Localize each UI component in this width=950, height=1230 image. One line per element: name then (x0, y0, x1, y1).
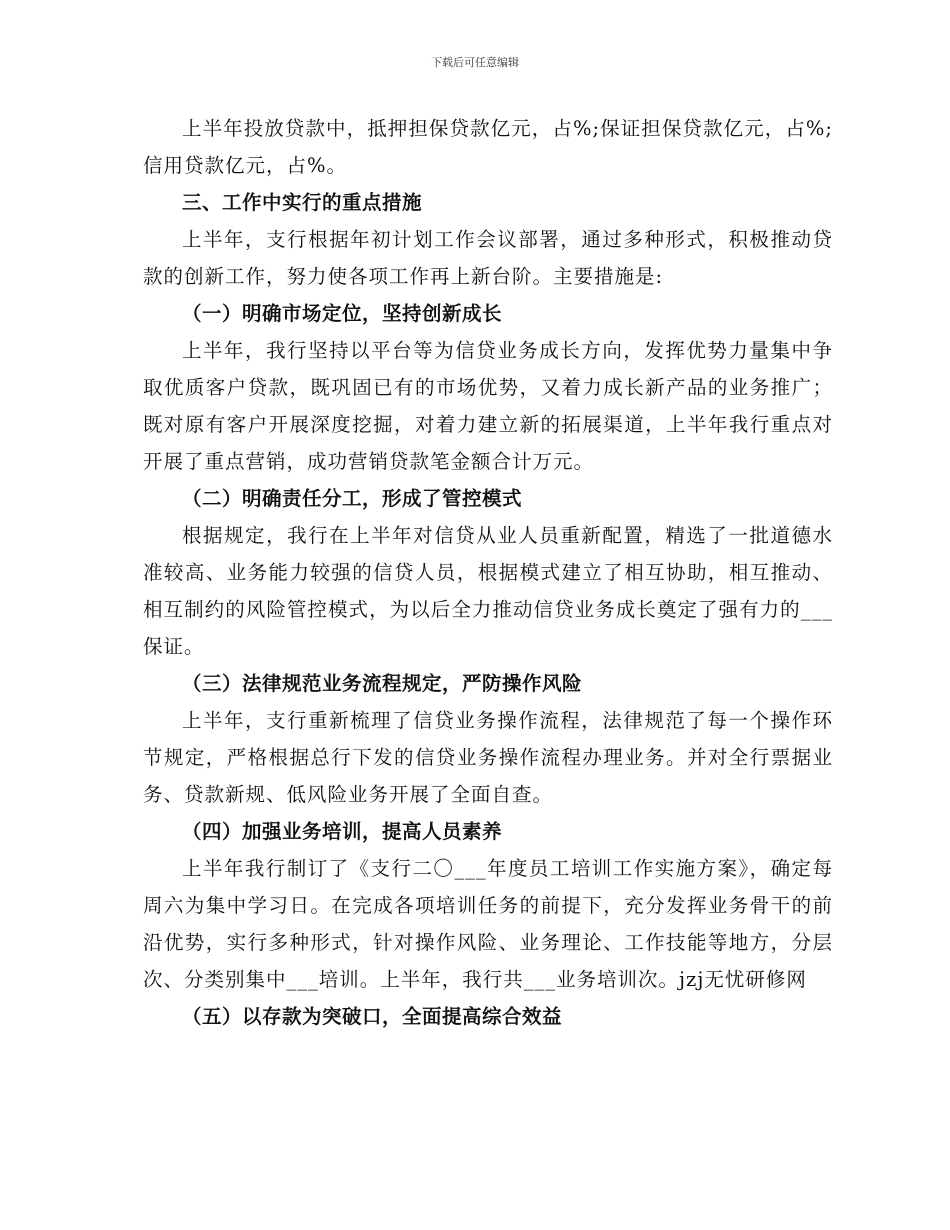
subheading-process-rules: （三）法律规范业务流程规定，严防操作风险 (182, 672, 583, 695)
subheading-deposits: （五）以存款为突破口，全面提高综合效益 (182, 1005, 563, 1028)
paragraph-responsibility: 根据规定，我行在上半年对信贷从业人员重新配置，精选了一批道德水准较高、业务能力较强的信贷人员，根据模式建立了相互协助，相互推动、相互制约的风险管控模式，为以后全力推动信贷业务成长奠定了强有力的___保证。 (143, 524, 833, 658)
paragraph-loan-breakdown: 上半年投放贷款中，抵押担保贷款亿元，占%;保证担保贷款亿元，占%;信用贷款亿元，占%。 (143, 117, 833, 177)
section-heading-key-measures: 三、工作中实行的重点措施 (182, 191, 423, 214)
paragraph-process-rules: 上半年，支行重新梳理了信贷业务操作流程，法律规范了每一个操作环节规定，严格根据总行下发的信贷业务操作流程办理业务。并对全行票据业务、贷款新规、低风险业务开展了全面自查。 (143, 709, 833, 806)
subheading-training: （四）加强业务培训，提高人员素养 (182, 820, 503, 843)
subheading-market-position: （一）明确市场定位，坚持创新成长 (182, 302, 503, 325)
paragraph-training: 上半年我行制订了《支行二〇___年度员工培训工作实施方案》，确定每周六为集中学习日。在完成各项培训任务的前提下，充分发挥业务骨干的前沿优势，实行多种形式，针对操作风险、业务理论、工作技能等地方，分层次、分类别集中___培训。上半年，我行共___业务培训次。jzj无忧研修网 (143, 857, 833, 991)
subheading-responsibility: （二）明确责任分工，形成了管控模式 (182, 487, 523, 510)
page-header-note: 下载后可任意编辑 (431, 56, 519, 69)
paragraph-measures-intro: 上半年，支行根据年初计划工作会议部署，通过多种形式，积极推动贷款的创新工作，努力使各项工作再上新台阶。主要措施是: (143, 228, 833, 288)
paragraph-market-position: 上半年，我行坚持以平台等为信贷业务成长方向，发挥优势力量集中争取优质客户贷款，既巩固已有的市场优势，又着力成长新产品的业务推广；既对原有客户开展深度挖掘，对着力建立新的拓展渠道，上半年我行重点对开展了重点营销，成功营销贷款笔金额合计万元。 (143, 339, 833, 473)
document-body (143, 110, 833, 1035)
